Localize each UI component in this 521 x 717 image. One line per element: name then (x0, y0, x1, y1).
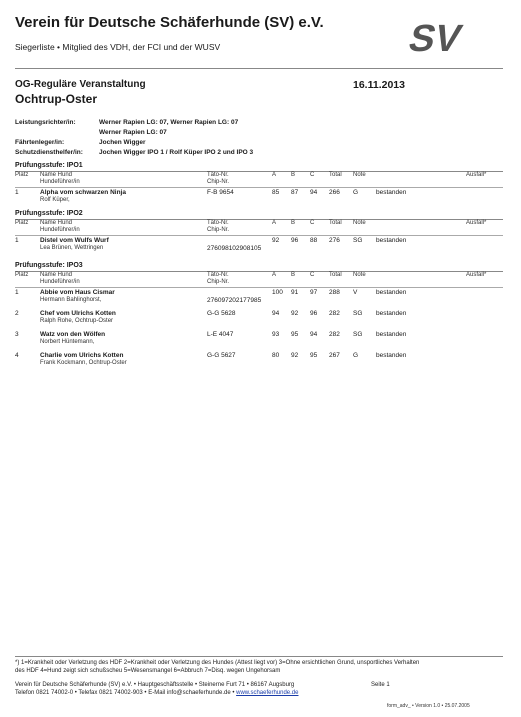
cell-score-a: 92 (272, 237, 280, 244)
cell-chip: 276097202177985 (207, 297, 262, 304)
footer-address: Verein für Deutsche Schäferhunde (SV) e.V. • Hauptgeschäftsstelle • Steinerne Furt 71 • 86167 Augsburg (15, 682, 295, 688)
column-header-divider (15, 187, 503, 188)
col-header-b: B (291, 220, 296, 226)
col-header-a: A (272, 220, 277, 226)
cell-score-b: 92 (291, 352, 299, 359)
col-header-a: A (272, 272, 277, 278)
column-header-divider (15, 287, 503, 288)
helper-label: Schutzdiensthelfer/in: (15, 149, 83, 156)
cell-score-b: 92 (291, 310, 299, 317)
cell-tato: G-G 5628 (207, 310, 236, 317)
cell-score-a: 94 (272, 310, 280, 317)
col-header-name-hund: Name Hund (40, 172, 73, 178)
association-title: Verein für Deutsche Schäferhunde (SV) e.V. (15, 14, 324, 31)
col-header-c: C (310, 272, 315, 278)
cell-score-c: 96 (310, 310, 318, 317)
form-version: form_adv_ • Version 1.0 • 25.07.2005 (387, 703, 470, 709)
cell-tato: G-G 5627 (207, 352, 236, 359)
cell-result: bestanden (376, 289, 407, 296)
cell-score-b: 96 (291, 237, 299, 244)
cell-note: G (353, 189, 359, 196)
cell-note: V (353, 289, 358, 296)
cell-handler: Frank Kockmann, Ochtrup-Oster (40, 360, 127, 366)
cell-score-c: 94 (310, 189, 318, 196)
cell-total: 267 (329, 352, 340, 359)
col-header-b: B (291, 272, 296, 278)
col-header-handler: Hundeführer/in (40, 279, 80, 285)
col-header-ausfall: Ausfall* (466, 272, 487, 278)
helper-value: Jochen Wigger IPO 1 / Rolf Küper IPO 2 und IPO 3 (99, 149, 254, 156)
cell-total: 288 (329, 289, 340, 296)
cell-dog-name: Distel vom Wulfs Wurf (40, 237, 109, 244)
cell-score-a: 100 (272, 289, 283, 296)
cell-platz: 2 (15, 310, 19, 317)
cell-platz: 3 (15, 331, 19, 338)
col-header-handler: Hundeführer/in (40, 179, 80, 185)
col-header-a: A (272, 172, 277, 178)
col-header-note: Note (353, 172, 366, 178)
cell-handler: Hermann Bahlinghorst, (40, 297, 102, 303)
cell-result: bestanden (376, 331, 407, 338)
col-header-platz: Platz (15, 272, 29, 278)
tracklayer-value: Jochen Wigger (99, 139, 146, 146)
tracklayer-label: Fährtenleger/in: (15, 139, 65, 146)
cell-note: SG (353, 237, 363, 244)
cell-total: 266 (329, 189, 340, 196)
sv-logo-text: SV (404, 17, 466, 60)
section-divider (15, 219, 503, 220)
cell-dog-name: Alpha vom schwarzen Ninja (40, 189, 126, 196)
cell-note: SG (353, 331, 363, 338)
cell-score-b: 87 (291, 189, 299, 196)
event-type: OG-Reguläre Veranstaltung (15, 79, 146, 90)
col-header-tato: Täto-Nr. (207, 220, 229, 226)
cell-score-a: 93 (272, 331, 280, 338)
section-divider (15, 171, 503, 172)
cell-result: bestanden (376, 237, 407, 244)
col-header-total: Total (329, 272, 342, 278)
footnote-line-1: *) 1=Krankheit oder Verletzung des HDF 2=Krankheit oder Verletzung des Hundes (Attest liegt vor) 3=Ohne ersichtlichen Grund, unsportliches Verhalten (15, 660, 420, 666)
judge-value-2: Werner Rapien LG: 07 (99, 129, 167, 136)
col-header-c: C (310, 172, 315, 178)
cell-result: bestanden (376, 352, 407, 359)
sv-logo-icon (404, 17, 466, 60)
cell-score-a: 85 (272, 189, 280, 196)
cell-platz: 1 (15, 237, 19, 244)
cell-total: 276 (329, 237, 340, 244)
cell-tato: L-E 4047 (207, 331, 234, 338)
cell-chip: 276098102908105 (207, 245, 262, 252)
col-header-ausfall: Ausfall* (466, 172, 487, 178)
event-location: Ochtrup-Oster (15, 92, 98, 106)
section-title: Prüfungsstufe: IPO3 (15, 262, 83, 269)
cell-score-c: 94 (310, 331, 318, 338)
footer-divider-top (15, 656, 503, 657)
cell-handler: Rolf Küper, (40, 197, 70, 203)
judge-label: Leistungsrichter/in: (15, 119, 76, 126)
cell-score-b: 91 (291, 289, 299, 296)
cell-dog-name: Chef vom Ulrichs Kotten (40, 310, 116, 317)
cell-score-c: 88 (310, 237, 318, 244)
cell-score-c: 97 (310, 289, 318, 296)
sv-logo (404, 17, 466, 60)
col-header-c: C (310, 220, 315, 226)
col-header-tato: Täto-Nr. (207, 172, 229, 178)
col-header-name-hund: Name Hund (40, 272, 73, 278)
cell-platz: 1 (15, 189, 19, 196)
col-header-note: Note (353, 272, 366, 278)
col-header-total: Total (329, 220, 342, 226)
cell-platz: 4 (15, 352, 19, 359)
cell-total: 282 (329, 331, 340, 338)
association-subtitle: Siegerliste • Mitglied des VDH, der FCI und der WUSV (15, 42, 221, 52)
section-divider (15, 271, 503, 272)
col-header-name-hund: Name Hund (40, 220, 73, 226)
cell-tato: F-B 9654 (207, 189, 234, 196)
cell-note: G (353, 352, 359, 359)
section-title: Prüfungsstufe: IPO2 (15, 210, 83, 217)
cell-dog-name: Watz von den Wölfen (40, 331, 106, 338)
col-header-total: Total (329, 172, 342, 178)
cell-handler: Norbert Hüntemann, (40, 339, 95, 345)
section-title: Prüfungsstufe: IPO1 (15, 162, 83, 169)
cell-score-a: 80 (272, 352, 280, 359)
col-header-platz: Platz (15, 220, 29, 226)
cell-result: bestanden (376, 310, 407, 317)
judge-value-1: Werner Rapien LG: 07, Werner Rapien LG: 07 (99, 119, 239, 126)
col-header-tato: Täto-Nr. (207, 272, 229, 278)
col-header-chip: Chip-Nr. (207, 227, 230, 233)
cell-handler: Lea Brünen, Wettringen (40, 245, 104, 251)
cell-total: 282 (329, 310, 340, 317)
column-header-divider (15, 235, 503, 236)
col-header-note: Note (353, 220, 366, 226)
cell-platz: 1 (15, 289, 19, 296)
cell-handler: Ralph Rohe, Ochtrup-Oster (40, 318, 114, 324)
footnote-line-2: des HDF 4=Hund zeigt sich schußscheu 5=Wesensmangel 6=Abbruch 7=Disq. wegen Ungehorsam (15, 668, 281, 674)
cell-score-b: 95 (291, 331, 299, 338)
header-divider (15, 68, 503, 69)
cell-result: bestanden (376, 189, 407, 196)
page-number: Seite 1 (371, 682, 390, 688)
col-header-chip: Chip-Nr. (207, 279, 230, 285)
event-date: 16.11.2013 (353, 79, 405, 91)
website-link[interactable]: www.schaeferhunde.de (236, 690, 299, 696)
col-header-platz: Platz (15, 172, 29, 178)
footer-contact-text: Telefon 0821 74002-0 • Telefax 0821 74002-903 • E-Mail info@schaeferhunde.de • (15, 690, 237, 696)
cell-dog-name: Abbie vom Haus Cismar (40, 289, 115, 296)
cell-dog-name: Charlie vom Ulrichs Kotten (40, 352, 124, 359)
col-header-b: B (291, 172, 296, 178)
col-header-handler: Hundeführer/in (40, 227, 80, 233)
cell-score-c: 95 (310, 352, 318, 359)
footer-contact (15, 690, 298, 696)
cell-note: SG (353, 310, 363, 317)
col-header-chip: Chip-Nr. (207, 179, 230, 185)
col-header-ausfall: Ausfall* (466, 220, 487, 226)
